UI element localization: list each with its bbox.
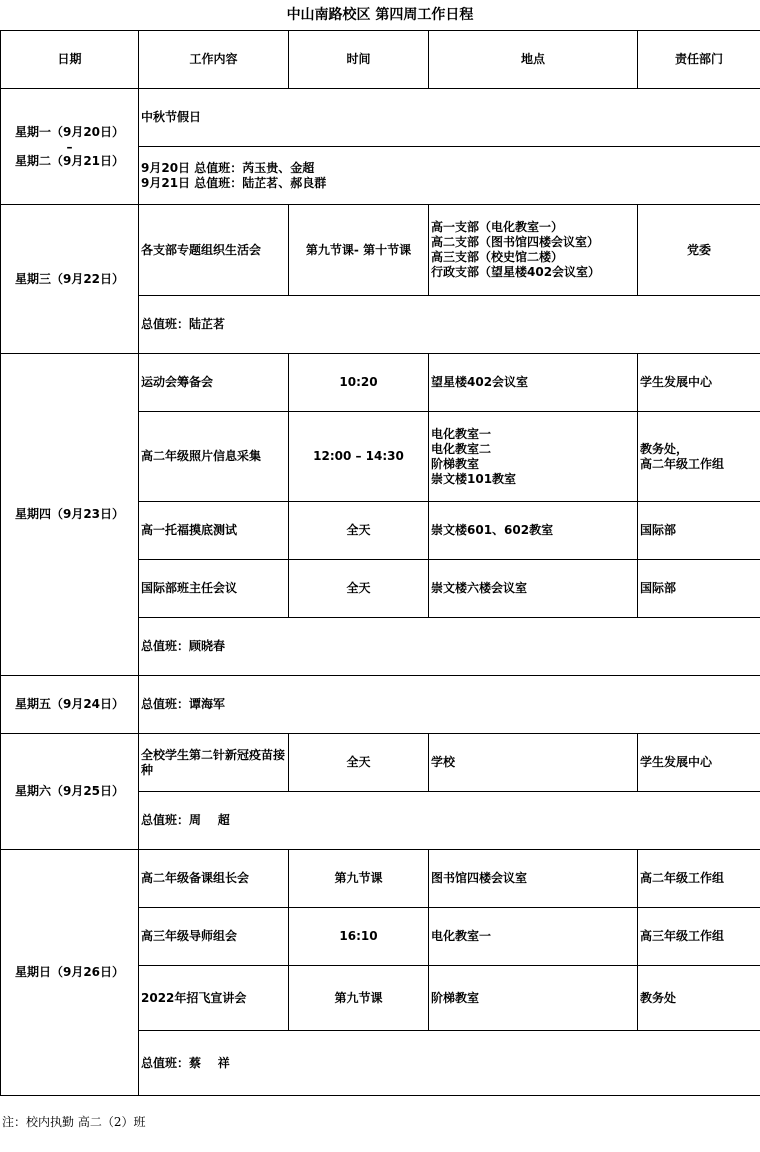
event-location: 崇文楼六楼会议室 [429, 560, 638, 618]
duty-cell-wed: 总值班：陆芷茗 [139, 296, 760, 354]
event-time: 第九节课 [289, 850, 429, 908]
header-location: 地点 [429, 31, 638, 89]
event-location: 阶梯教室 [429, 966, 638, 1031]
event-content: 高二年级备课组长会 [139, 850, 289, 908]
table-row [1, 676, 760, 734]
event-location: 电化教室一 [429, 908, 638, 966]
header-time: 时间 [289, 31, 429, 89]
event-dept: 学生发展中心 [638, 734, 760, 792]
date-dash: – [66, 139, 73, 154]
date-tue: 星期二（9月21日） [14, 153, 125, 168]
date-cell-fri: 星期五（9月24日） [1, 676, 139, 734]
table-row [1, 354, 760, 412]
event-location: 高一支部（电化教室一） 高二支部（图书馆四楼会议室） 高三支部（校史馆二楼） 行政支部（望星楼402会议室） [429, 205, 638, 296]
event-dept: 教务处 [638, 966, 760, 1031]
holiday-cell: 中秋节假日 [139, 89, 760, 147]
duty-cell-thu: 总值班：顾晓春 [139, 618, 760, 676]
table-row [1, 850, 760, 908]
date-cell-mon-tue [1, 89, 139, 205]
event-dept: 党委 [638, 205, 760, 296]
date-cell-thu: 星期四（9月23日） [1, 354, 139, 676]
event-dept: 学生发展中心 [638, 354, 760, 412]
event-location: 电化教室一 电化教室二 阶梯教室 崇文楼101教室 [429, 412, 638, 502]
date-cell-sun: 星期日（9月26日） [1, 850, 139, 1096]
event-location: 学校 [429, 734, 638, 792]
event-location: 望星楼402会议室 [429, 354, 638, 412]
event-location: 崇文楼601、602教室 [429, 502, 638, 560]
footnote: 注：校内执勤 高二（2）班 [2, 1115, 146, 1129]
duty-cell-sun: 总值班：蔡 祥 [139, 1031, 760, 1096]
event-content: 高三年级导师组会 [139, 908, 289, 966]
event-content: 各支部专题组织生活会 [139, 205, 289, 296]
table-row [1, 205, 760, 296]
schedule-table [0, 30, 760, 1096]
event-time: 第九节课 [289, 966, 429, 1031]
event-content: 运动会筹备会 [139, 354, 289, 412]
date-cell-wed: 星期三（9月22日） [1, 205, 139, 354]
event-time: 12:00 – 14:30 [289, 412, 429, 502]
event-time: 全天 [289, 502, 429, 560]
header-row [1, 31, 760, 89]
header-dept: 责任部门 [638, 31, 760, 89]
event-content: 2022年招飞宣讲会 [139, 966, 289, 1031]
event-content: 高一托福摸底测试 [139, 502, 289, 560]
header-content: 工作内容 [139, 31, 289, 89]
table-row [1, 89, 760, 147]
event-time: 全天 [289, 560, 429, 618]
page-title: 中山南路校区 第四周工作日程 [286, 7, 474, 23]
event-dept: 国际部 [638, 502, 760, 560]
event-time: 全天 [289, 734, 429, 792]
event-dept: 国际部 [638, 560, 760, 618]
table-row [1, 734, 760, 792]
event-dept: 高二年级工作组 [638, 850, 760, 908]
event-time: 第九节课- 第十节课 [289, 205, 429, 296]
event-content: 高二年级照片信息采集 [139, 412, 289, 502]
duty-cell-fri: 总值班：谭海军 [139, 676, 760, 734]
event-content: 全校学生第二针新冠疫苗接种 [139, 734, 289, 792]
duty-cell-mon-tue: 9月20日 总值班：芮玉贵、金超 9月21日 总值班：陆芷茗、郝良群 [139, 147, 760, 205]
date-mon: 星期一（9月20日） [14, 124, 125, 139]
date-cell-sat: 星期六（9月25日） [1, 734, 139, 850]
event-location: 图书馆四楼会议室 [429, 850, 638, 908]
event-time: 16:10 [289, 908, 429, 966]
event-dept: 高三年级工作组 [638, 908, 760, 966]
event-time: 10:20 [289, 354, 429, 412]
event-dept: 教务处， 高二年级工作组 [638, 412, 760, 502]
duty-cell-sat: 总值班：周 超 [139, 792, 760, 850]
header-date: 日期 [1, 31, 139, 89]
event-content: 国际部班主任会议 [139, 560, 289, 618]
